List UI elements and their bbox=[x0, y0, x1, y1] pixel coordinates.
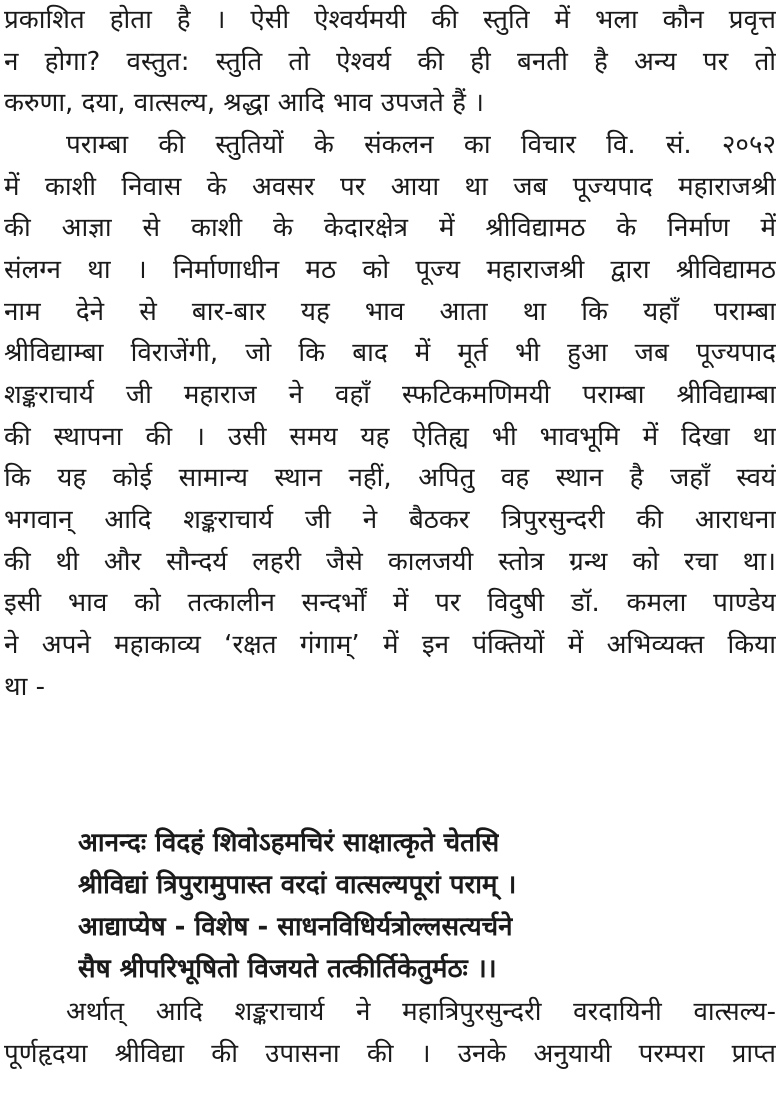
text-line: की आज्ञा से काशी के केदारक्षेत्र में श्रीविद्यामठ के निर्माण में bbox=[4, 213, 776, 243]
verse-line: आद्याप्येष - विशेष - साधनविधिर्यत्रोल्लसत्यर्चने bbox=[78, 912, 513, 942]
text-line: भगवान् आदि शङ्कराचार्य जी ने बैठकर त्रिपुरसुन्दरी की आराधना bbox=[4, 505, 776, 535]
text-line: न होगा? वस्तुत: स्तुति तो ऐश्वर्य की ही बनती है अन्य पर तो bbox=[4, 47, 776, 77]
text-line: था - bbox=[4, 672, 45, 702]
verse-line: श्रीविद्यां त्रिपुरामुपास्त वरदां वात्सल्यपूरां पराम् । bbox=[78, 870, 517, 900]
text-line: प्रकाशित होता है । ऐसी ऐश्वर्यमयी की स्तुति में भला कौन प्रवृत्त bbox=[4, 5, 776, 35]
paragraph-start-line: अर्थात् आदि शङ्कराचार्य ने महात्रिपुरसुन्दरी वरदायिनी वात्सल्य- bbox=[66, 997, 776, 1027]
text-line: में काशी निवास के अवसर पर आया था जब पूज्यपाद महाराजश्री bbox=[4, 172, 776, 202]
text-line: ने अपने महाकाव्य ‘रक्षत गंगाम्’ में इन पंक्तियों में अभिव्यक्त किया bbox=[4, 630, 776, 660]
text-line: इसी भाव को तत्कालीन सन्दर्भों में पर विदुषी डॉ. कमला पाण्डेय bbox=[4, 588, 776, 618]
text-line: शङ्कराचार्य जी महाराज ने वहाँ स्फटिकमणिमयी पराम्बा श्रीविद्याम्बा bbox=[4, 380, 776, 410]
text-line: नाम देने से बार-बार यह भाव आता था कि यहाँ पराम्बा bbox=[4, 297, 776, 327]
verse-line: आनन्दः विदहं शिवोऽहमचिरं साक्षात्कृते चेतसि bbox=[78, 828, 500, 858]
text-line: करुणा, दया, वात्सल्य, श्रद्धा आदि भाव उपजते हैं । bbox=[4, 88, 485, 118]
text-line: कि यह कोई सामान्य स्थान नहीं, अपितु वह स्थान है जहाँ स्वयं bbox=[4, 463, 776, 493]
paragraph-start-line: पराम्बा की स्तुतियों के संकलन का विचार वि. सं. २०५२ bbox=[66, 130, 776, 160]
text-line: की स्थापना की । उसी समय यह ऐतिह्य भी भावभूमि में दिखा था bbox=[4, 422, 776, 452]
text-line: पूर्णहृदया श्रीविद्या की उपासना की । उनके अनुयायी परम्परा प्राप्त bbox=[4, 1039, 776, 1069]
text-line: की थी और सौन्दर्य लहरी जैसे कालजयी स्तोत्र ग्रन्थ को रचा था। bbox=[4, 547, 776, 577]
text-line: संलग्न था । निर्माणाधीन मठ को पूज्य महाराजश्री द्वारा श्रीविद्यामठ bbox=[4, 255, 776, 285]
verse-line: सैष श्रीपरिभूषितो विजयते तत्कीर्तिकेतुर्मठः ।। bbox=[78, 954, 497, 984]
text-line: श्रीविद्याम्बा विराजेंगी, जो कि बाद में मूर्त भी हुआ जब पूज्यपाद bbox=[4, 338, 776, 368]
